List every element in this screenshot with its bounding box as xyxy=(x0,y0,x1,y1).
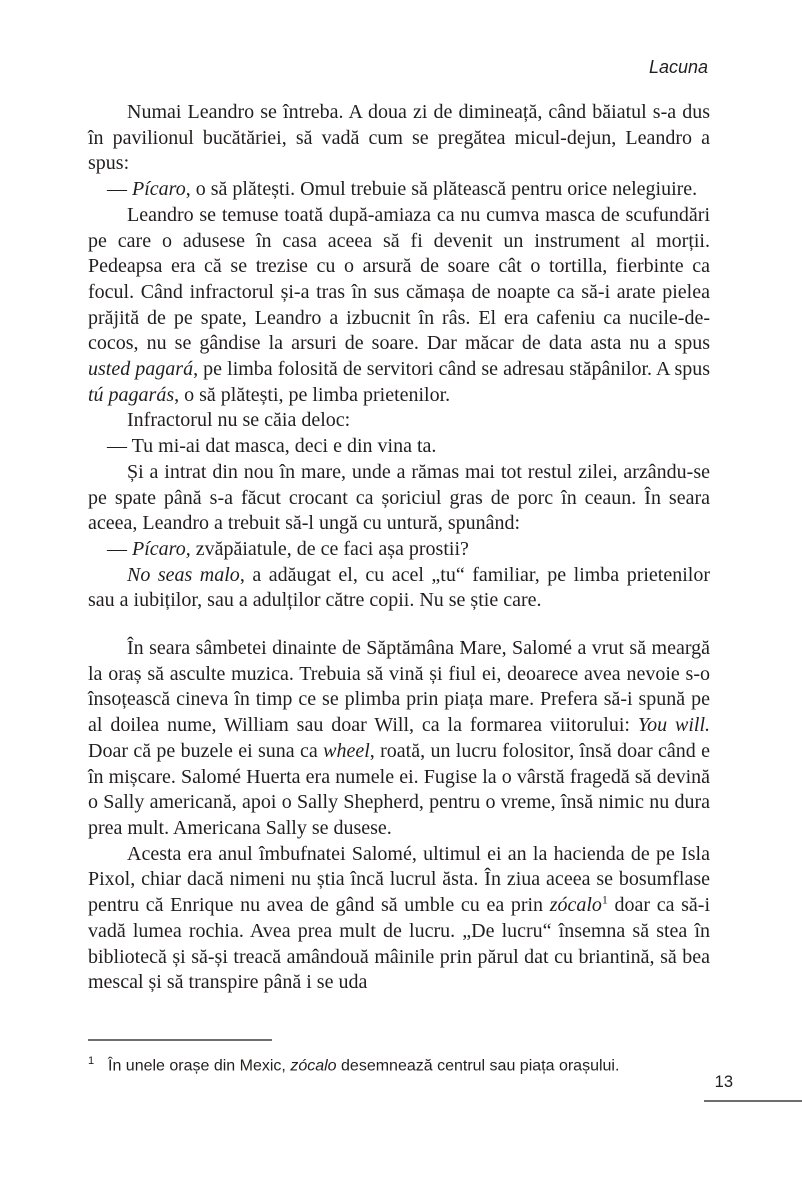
text-run: tú pagarás xyxy=(88,383,175,406)
footer-rule xyxy=(704,1100,802,1102)
footnote-text xyxy=(108,1057,619,1074)
text-run: , pe limba folosită de servitori când se adresau stăpânilor. A spus xyxy=(193,358,711,381)
text-run: — xyxy=(107,537,132,560)
text-run: Pícaro, xyxy=(132,537,191,560)
text-run: Leandro se temuse toată după-amiaza ca nu cumva masca de scufundări pe care o adusese în casa aceea să fi devenit un instrument al morții. Pedeapsa era că se trezise cu o arsură de soare cât o tortilla, fierbinte ca focul. Când infractorul și-a tras în sus cămașa de noapte ca să-i arate pielea prăjită de pe spate, Leandro a izbucnit în râs. El era cafeniu ca nucile-de-cocos, nu se gândise la arsuri de soare. Dar măcar de data asta nu a spus xyxy=(88,203,710,355)
text-run: , roată, un lucru folositor, însă doar când e în mișcare. Salomé Huerta era numele ei. Fugise la o vârstă fragedă să devină o Sally americană, apoi o Sally Shepherd, pentru o vreme, însă nimic nu dura prea mult. Americana Sally se dusese. xyxy=(88,739,710,839)
paragraph xyxy=(88,408,710,434)
text-run: , o să plătești, pe limba prietenilor. xyxy=(174,383,451,406)
body-text xyxy=(88,100,710,996)
footnote-separator-rule xyxy=(88,1039,272,1041)
footnote xyxy=(88,1051,710,1076)
text-run: 1 xyxy=(601,892,608,907)
text-run: zócalo xyxy=(549,894,602,917)
paragraph xyxy=(88,100,710,177)
running-header: Lacuna xyxy=(648,57,708,77)
text-run: Numai Leandro se întreba. A doua zi de dimineață, când băiatul s-a dus în pavilionul bucătăriei, să vadă cum se pregătea micul-dejun, Leandro a spus: xyxy=(88,101,710,175)
text-run: usted pagará xyxy=(88,358,194,381)
text-run: You will. xyxy=(637,714,711,737)
text-run: Pícaro xyxy=(132,178,186,201)
text-run: Și a intrat din nou în mare, unde a rămas mai tot restul zilei, arzându-se pe spate până s-a făcut crocant ca șoriciul gras de porc în ceaun. În seara aceea, Leandro a trebuit să-l ungă cu untură, spunând: xyxy=(88,460,710,535)
text-run: wheel xyxy=(323,739,370,762)
paragraph xyxy=(88,434,710,460)
paragraph xyxy=(88,460,710,537)
text-run: doar ca să-i vadă lumea rochia. Avea prea mult de lucru. „De lucru“ însemna să stea în bibliotecă și să-și treacă amândouă mâinile prin părul dat cu briantină, să bea mescal și să transpire până i se uda xyxy=(88,894,711,994)
footnote-marker: 1 xyxy=(88,1055,95,1067)
paragraph xyxy=(88,177,710,203)
paragraph xyxy=(88,842,710,996)
paragraph xyxy=(88,537,710,563)
text-run: — xyxy=(107,178,132,201)
text-run: În seara sâmbetei dinainte de Săptămâna Mare, Salomé a vrut să meargă la oraș să asculte muzica. Trebuia să vină și fiul ei, deoarece avea nevoie s-o însoțească cineva în timp ce se plimba prin piața mare. Prefera să-i spună pe al doilea nume, William sau doar Will, ca la formarea viitorului: xyxy=(88,637,710,737)
text-run: No seas malo xyxy=(127,563,240,586)
text-run: Infractorul nu se căia deloc: xyxy=(127,409,351,432)
paragraph xyxy=(88,563,710,614)
page-number: 13 xyxy=(714,1073,733,1091)
text-run: În unele orașe din Mexic, xyxy=(108,1057,291,1075)
paragraph xyxy=(88,636,710,842)
text-run: , a adăugat el, cu acel „tu“ familiar, pe limba prietenilor sau a iubiților, sau a adulților către copii. Nu se știe care. xyxy=(88,563,710,612)
text-run: desemnează centrul sau piața orașului. xyxy=(336,1057,620,1075)
text-run: — Tu mi-ai dat masca, deci e din vina ta. xyxy=(107,435,437,458)
text-run: zócalo xyxy=(290,1057,337,1075)
text-run: , o să plătești. Omul trebuie să plătească pentru orice nelegiuire. xyxy=(185,178,698,201)
paragraph xyxy=(88,203,710,409)
text-run: Acesta era anul îmbufnatei Salomé, ultimul ei an la hacienda de pe Isla Pixol, chiar dacă nimeni nu știa încă lucrul ăsta. În ziua aceea se bosumflase pentru că Enrique nu avea de gând să umble cu ea prin xyxy=(88,842,710,917)
text-run: zvăpăiatule, de ce faci așa prostii? xyxy=(190,537,469,560)
text-run: Doar că pe buzele ei suna ca xyxy=(88,739,324,762)
